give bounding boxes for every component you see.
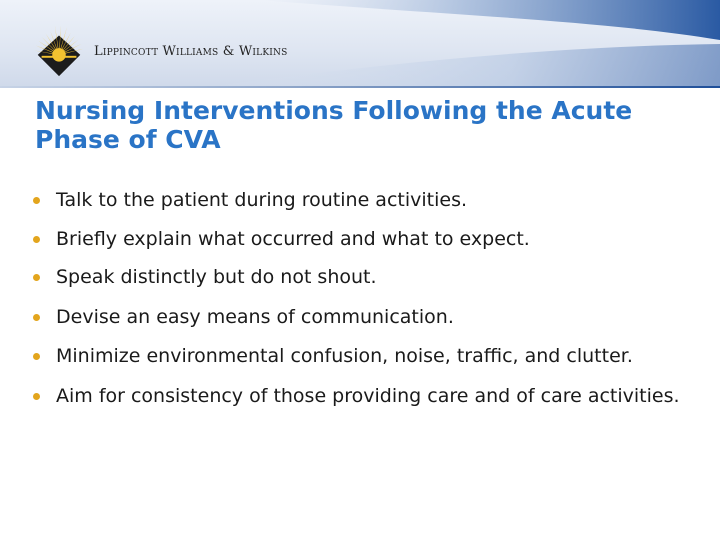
bullet-text: Briefly explain what occurred and what to expect.: [56, 228, 530, 250]
bullet-list: [30, 188, 690, 408]
bullet-item: [30, 344, 690, 368]
bullet-item: [30, 265, 690, 289]
bullet-item: [30, 384, 690, 408]
bullet-text: Minimize environmental confusion, noise, traffic, and clutter.: [56, 345, 633, 367]
publisher-logo: [30, 22, 287, 80]
sunburst-logo-icon: [30, 22, 88, 80]
bullet-text: Aim for consistency of those providing care and of care activities.: [56, 385, 680, 407]
bullet-text: Speak distinctly but do not shout.: [56, 266, 377, 288]
bullet-item: [30, 227, 690, 251]
bullet-text: Talk to the patient during routine activities.: [56, 189, 468, 211]
bullet-dot-icon: [33, 353, 40, 360]
bullet-item: [30, 305, 690, 329]
slide-title: Nursing Interventions Following the Acute Phase of CVA: [35, 96, 633, 154]
publisher-name: Lippincott Williams & Wilkins: [94, 43, 288, 59]
bullet-dot-icon: [33, 274, 40, 281]
bullet-dot-icon: [33, 197, 40, 204]
header-divider: [0, 86, 720, 88]
bullet-text: Devise an easy means of communication.: [56, 306, 454, 328]
bullet-dot-icon: [33, 314, 40, 321]
slide-header: [0, 0, 720, 88]
bullet-item: [30, 188, 690, 212]
bullet-dot-icon: [33, 393, 40, 400]
bullet-dot-icon: [33, 236, 40, 243]
